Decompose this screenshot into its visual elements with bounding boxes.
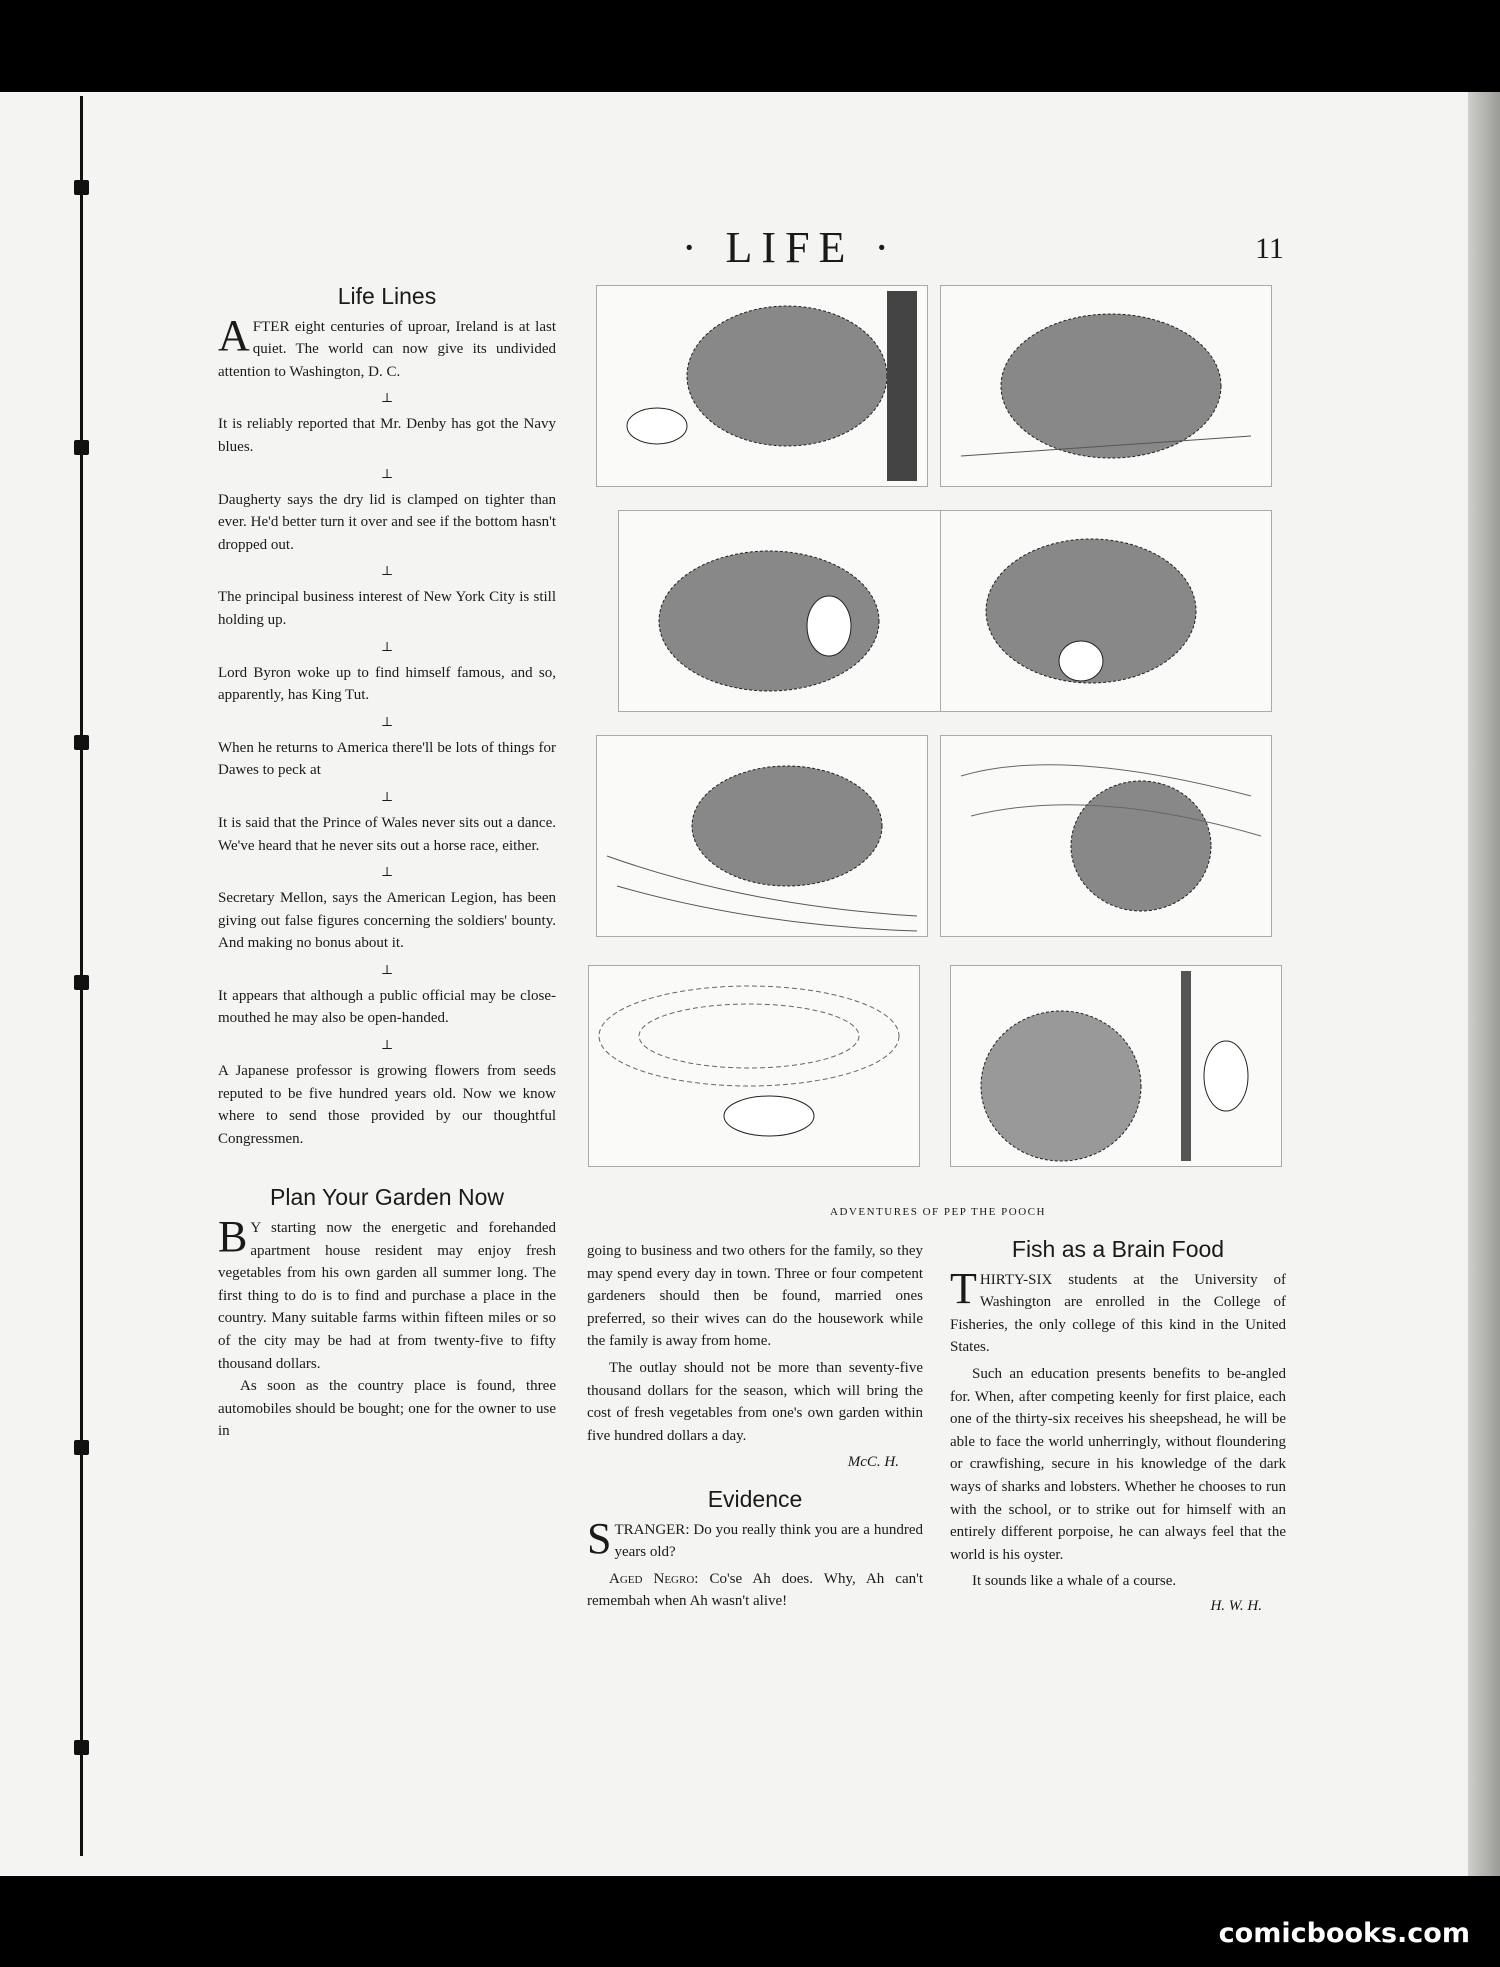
page-number: 11 [1255,232,1284,265]
life-line-item: A Japanese professor is growing flowers from seeds reputed to be five hundred years old. Now we know where to send those provided by our thoughtful Congressmen. [218,1063,556,1147]
separator-mark: ⊥ [380,563,394,579]
binding-stitch [74,1440,89,1455]
binding-stitch [74,440,89,455]
life-line-item: When he returns to America there'll be lots of things for Dawes to peck at [218,739,556,779]
life-line-item: It is reliably reported that Mr. Denby has got the Navy blues. [218,416,556,455]
paragraph-text: FTER eight centuries of uproar, Ireland is at last quiet. The world can now give its undivided attention to Washington, D. C. [218,318,556,380]
binding-stitch [74,735,89,750]
comic-panel [940,735,1272,937]
illustration-adventures-of-pep [588,285,1288,1185]
separator-mark: ⊥ [380,465,394,481]
life-line-item: Daugherty says the dry lid is clamped on tighter than ever. He'd better turn it over and see if the bottom hasn't dropped out. [218,491,556,553]
life-line-item: The principal business interest of New York City is still holding up. [218,589,556,628]
fish-title: Fish as a Brain Food [1011,1236,1225,1262]
binding-stitch [74,1740,89,1755]
comic-panel [596,735,928,937]
drop-cap: B [218,1212,248,1262]
life-lines-title: Life Lines [337,283,437,309]
separator-mark: ⊥ [380,390,394,406]
binding-stitch [74,975,89,990]
separator-mark: ⊥ [380,961,394,977]
garden-paragraph: going to business and two others for the family, so they may spend every day in town. Three or four competent gardeners should then be found, married ones preferred, so their wives can do the housework while the family is away from home. [587,1243,923,1350]
separator-mark: ⊥ [380,1037,394,1053]
life-line-item: Secretary Mellon, says the American Legion, has been giving out false figures concerning the soldiers' bounty. And making no bonus about it. [218,890,556,952]
right-column [950,1238,1286,1618]
life-lines-intro [218,310,556,384]
life-line-item: Lord Byron woke up to find himself famous, and so, apparently, has King Tut. [218,664,556,704]
separator-mark: ⊥ [380,638,394,654]
garden-paragraph: As soon as the country place is found, three automobiles should be bought; one for the owner to use in [218,1378,556,1440]
life-line-item: It appears that although a public official may be close-mouthed he may also be open-handed. [218,987,556,1027]
binding-stitch [74,180,89,195]
speaker-name: Aged Negro [609,1570,695,1587]
fish-paragraph: Such an education presents benefits to be-angled for. When, after competing keenly for first plaice, each one of the thirty-six receives his sheepshead, he will be able to face the world unherringly, without floundering or crawfishing, secure in his knowledge of the dark ways of sharks and lobsters. Whether he chooses to run with the school, or to strike out for himself with an entirely different porpoise, he can always feel that the world is his oyster. [950,1365,1286,1563]
paragraph-text: HIRTY-SIX students at the University of Washington are enrolled in the College of Fisheries, the only college of this kind in the United States. [950,1271,1286,1356]
fish-signature: H. W. H. [1210,1597,1262,1614]
comic-panel [596,285,928,487]
garden-paragraph [218,1212,556,1375]
masthead: · LIFE · [681,223,899,272]
drop-cap: A [218,310,250,360]
separator-mark: ⊥ [380,713,394,729]
left-column [218,285,556,1457]
watermark: comicbooks.com [1218,1918,1470,1949]
comic-panel [588,965,920,1167]
fish-paragraph [950,1263,1286,1359]
evidence-line [587,1513,923,1564]
comic-panel [950,965,1282,1167]
evidence-title: Evidence [707,1485,803,1512]
drop-cap: S [587,1513,612,1563]
comic-panel [618,510,950,712]
paragraph-text: TRANGER: Do you really think you are a hundred years old? [614,1521,923,1561]
garden-paragraph: The outlay should not be more than seventy-five thousand dollars for the season, which will bring the cost of fresh vegetables from one's own garden within five hundred dollars a day. [587,1359,923,1444]
evidence-line [587,1568,923,1613]
paragraph-text: : Co'se Ah does. Why, Ah can't remembah when Ah wasn't alive! [587,1570,923,1610]
fish-paragraph: It sounds like a whale of a course. [972,1573,1177,1590]
illustration-caption: ADVENTURES OF PEP THE POOCH [830,1206,1046,1218]
paragraph-text: Y starting now the energetic and forehanded apartment house resident may enjoy fresh vegetables from his own garden all summer long. The first thing to do is to find and purchase a place in the country. Many suitable farms within fifteen miles or so of the city may be had at from twenty-five to fifty thousand dollars. [218,1220,556,1372]
separator-mark: ⊥ [380,864,394,880]
page-edge [1468,92,1500,1876]
garden-signature: McC. H. [847,1454,899,1471]
garden-title: Plan Your Garden Now [270,1184,504,1211]
middle-column [587,1240,923,1627]
comic-panel [940,285,1272,487]
separator-mark: ⊥ [380,788,394,804]
comic-panel [940,510,1272,712]
drop-cap: T [950,1263,977,1313]
life-line-item: It is said that the Prince of Wales never sits out a dance. We've heard that he never sits out a horse race, either. [218,814,556,854]
